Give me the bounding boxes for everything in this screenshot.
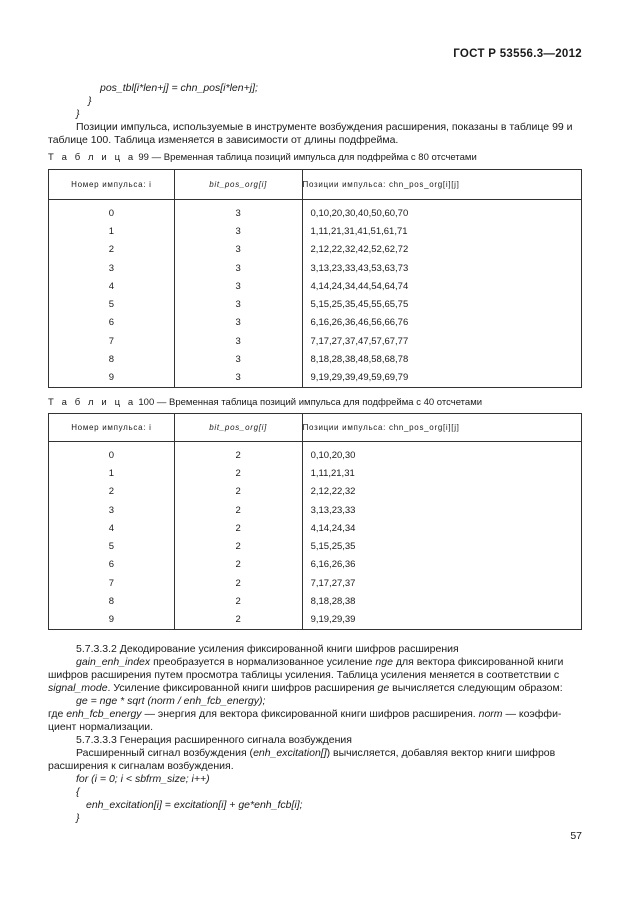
table-cell: 3 [174, 277, 302, 295]
table-caption [48, 152, 477, 163]
table-cell: 2 [174, 556, 302, 574]
column-header: bit_pos_org[i] [174, 414, 302, 442]
column-header: Позиции импульса: chn_pos_org[i][j] [302, 170, 581, 200]
table-cell: 2 [174, 519, 302, 537]
term: enh_excitation[] [253, 747, 327, 759]
table-cell: 0,10,20,30,40,50,60,70 [302, 200, 581, 223]
table-row [49, 483, 582, 501]
code-brace: } [76, 108, 80, 120]
table-row [49, 556, 582, 574]
table-row [49, 611, 582, 630]
table-cell: 0,10,20,30 [302, 442, 581, 465]
table-row [49, 332, 582, 350]
page-header: ГОСТ Р 53556.3—2012 [453, 48, 582, 60]
paragraph-line: Позиции импульса, используемые в инструменте возбуждения расширения, показаны в таблице 99 и [76, 121, 573, 133]
table-cell: 2,12,22,32 [302, 483, 581, 501]
paragraph-line: циент нормализации. [48, 721, 154, 733]
code-line: pos_tbl[i*len+j] = chn_pos[i*len+j]; [100, 82, 258, 94]
table-cell: 3 [174, 350, 302, 368]
table-cell: 2 [174, 537, 302, 555]
table-cell: 2 [174, 442, 302, 465]
table-cell: 5 [49, 537, 175, 555]
table-cell: 5 [49, 295, 175, 313]
table-row [49, 574, 582, 592]
paragraph-line [76, 656, 563, 669]
table-cell: 3 [49, 501, 175, 519]
table-cell: 6,16,26,36 [302, 556, 581, 574]
code-brace: { [76, 786, 80, 798]
table-cell: 4,14,24,34,44,54,64,74 [302, 277, 581, 295]
code-line: enh_excitation[i] = excitation[i] + ge*enh_fcb[i]; [86, 799, 303, 811]
table-cell: 3 [174, 369, 302, 388]
table-cell: 5,15,25,35 [302, 537, 581, 555]
term: nge [375, 656, 393, 668]
table-row [49, 222, 582, 240]
table-cell: 3,13,23,33,43,53,63,73 [302, 259, 581, 277]
caption-text: 99 — Временная таблица позиций импульса для подфрейма с 80 отсчетами [135, 152, 477, 163]
column-header: Номер импульса: i [49, 170, 175, 200]
table-cell: 0 [49, 200, 175, 223]
table-row [49, 259, 582, 277]
formula: ge = nge * sqrt (norm / enh_fcb_energy); [76, 695, 266, 707]
caption-prefix: Т а б л и ц а [48, 397, 136, 408]
paragraph-line [48, 682, 563, 695]
table-row [49, 200, 582, 223]
section-heading: 5.7.3.3.3 Генерация расширенного сигнала возбуждения [76, 734, 352, 746]
table-cell: 2,12,22,32,42,52,62,72 [302, 241, 581, 259]
text-run: Расширенный сигнал возбуждения ( [76, 747, 254, 759]
table-cell: 2 [174, 592, 302, 610]
table-cell: 9,19,29,39 [302, 611, 581, 630]
table-cell: 8,18,28,38 [302, 592, 581, 610]
text-run: где [48, 708, 67, 720]
table-caption [48, 397, 482, 408]
text-run: . Усиление фиксированной книги шифров расширения [107, 682, 378, 694]
table-cell: 3 [174, 222, 302, 240]
table-cell: 3 [174, 332, 302, 350]
table-cell: 1,11,21,31,41,51,61,71 [302, 222, 581, 240]
paragraph-line [48, 708, 561, 721]
table-cell: 3 [174, 295, 302, 313]
table-cell: 9,19,29,39,49,59,69,79 [302, 369, 581, 388]
table-cell: 6 [49, 314, 175, 332]
caption-text: 100 — Временная таблица позиций импульса для подфрейма с 40 отсчетами [135, 397, 483, 408]
table-row [49, 501, 582, 519]
table-cell: 4 [49, 519, 175, 537]
code-line: for (i = 0; i < sbfrm_size; i++) [76, 773, 210, 785]
paragraph-line: таблице 100. Таблица изменяется в зависимости от длины подфрейма. [48, 134, 399, 146]
column-header: Номер импульса: i [49, 414, 175, 442]
column-header: Позиции импульса: chn_pos_org[i][j] [302, 414, 581, 442]
section-heading: 5.7.3.3.2 Декодирование усиления фиксированной книги шифров расширения [76, 643, 459, 655]
table-cell: 2 [174, 501, 302, 519]
table-cell: 6 [49, 556, 175, 574]
term: signal_mode [48, 682, 108, 694]
table-cell: 3 [174, 259, 302, 277]
table-row [49, 241, 582, 259]
table-cell: 2 [49, 241, 175, 259]
table-cell: 1 [49, 222, 175, 240]
table-cell: 3 [174, 200, 302, 223]
table-cell: 7 [49, 332, 175, 350]
table-cell: 3 [174, 241, 302, 259]
page-number: 57 [570, 830, 582, 842]
table-100 [48, 413, 582, 630]
term: gain_enh_index [76, 656, 151, 668]
caption-prefix: Т а б л и ц а [48, 152, 136, 163]
table-row [49, 592, 582, 610]
paragraph-line: расширения к сигналам возбуждения. [48, 760, 234, 772]
table-cell: 8,18,28,38,48,58,68,78 [302, 350, 581, 368]
term: ge [377, 682, 390, 694]
table-cell: 0 [49, 442, 175, 465]
table-row [49, 295, 582, 313]
table-cell: 3 [174, 314, 302, 332]
text-run: — энергия для вектора фиксированной книги шифров расширения. [141, 708, 479, 720]
table-cell: 8 [49, 350, 175, 368]
paragraph-line: шифров расширения путем просмотра таблицы усиления. Таблица усиления меняется в соответствии с [48, 669, 560, 681]
table-cell: 9 [49, 369, 175, 388]
table-cell: 2 [174, 464, 302, 482]
column-header: bit_pos_org[i] [174, 170, 302, 200]
text-run: — коэффи- [502, 708, 562, 720]
table-cell: 3 [49, 259, 175, 277]
code-brace: } [76, 812, 80, 824]
table-cell: 2 [49, 483, 175, 501]
table-cell: 4 [49, 277, 175, 295]
table-cell: 7,17,27,37 [302, 574, 581, 592]
table-cell: 4,14,24,34 [302, 519, 581, 537]
table-cell: 1 [49, 464, 175, 482]
paragraph-line [76, 747, 555, 760]
table-cell: 6,16,26,36,46,56,66,76 [302, 314, 581, 332]
table-cell: 2 [174, 483, 302, 501]
table-99 [48, 169, 582, 388]
table-cell: 8 [49, 592, 175, 610]
term: enh_fcb_energy [66, 708, 142, 720]
text-run: для вектора фиксированной книги [392, 656, 564, 668]
table-cell: 5,15,25,35,45,55,65,75 [302, 295, 581, 313]
table-cell: 7,17,27,37,47,57,67,77 [302, 332, 581, 350]
table-row [49, 369, 582, 388]
table-row [49, 314, 582, 332]
code-brace: } [88, 95, 92, 107]
table-cell: 7 [49, 574, 175, 592]
table-row [49, 350, 582, 368]
table-row [49, 537, 582, 555]
table-cell: 1,11,21,31 [302, 464, 581, 482]
table-row [49, 519, 582, 537]
text-run: преобразуется в нормализованное усиление [150, 656, 376, 668]
table-cell: 3,13,23,33 [302, 501, 581, 519]
table-cell: 9 [49, 611, 175, 630]
term: norm [478, 708, 503, 720]
table-row [49, 442, 582, 465]
text-run: вычисляется следующим образом: [389, 682, 563, 694]
table-row [49, 277, 582, 295]
table-cell: 2 [174, 574, 302, 592]
table-cell: 2 [174, 611, 302, 630]
text-run: ) вычисляется, добавляя вектор книги шифров [326, 747, 556, 759]
table-row [49, 464, 582, 482]
